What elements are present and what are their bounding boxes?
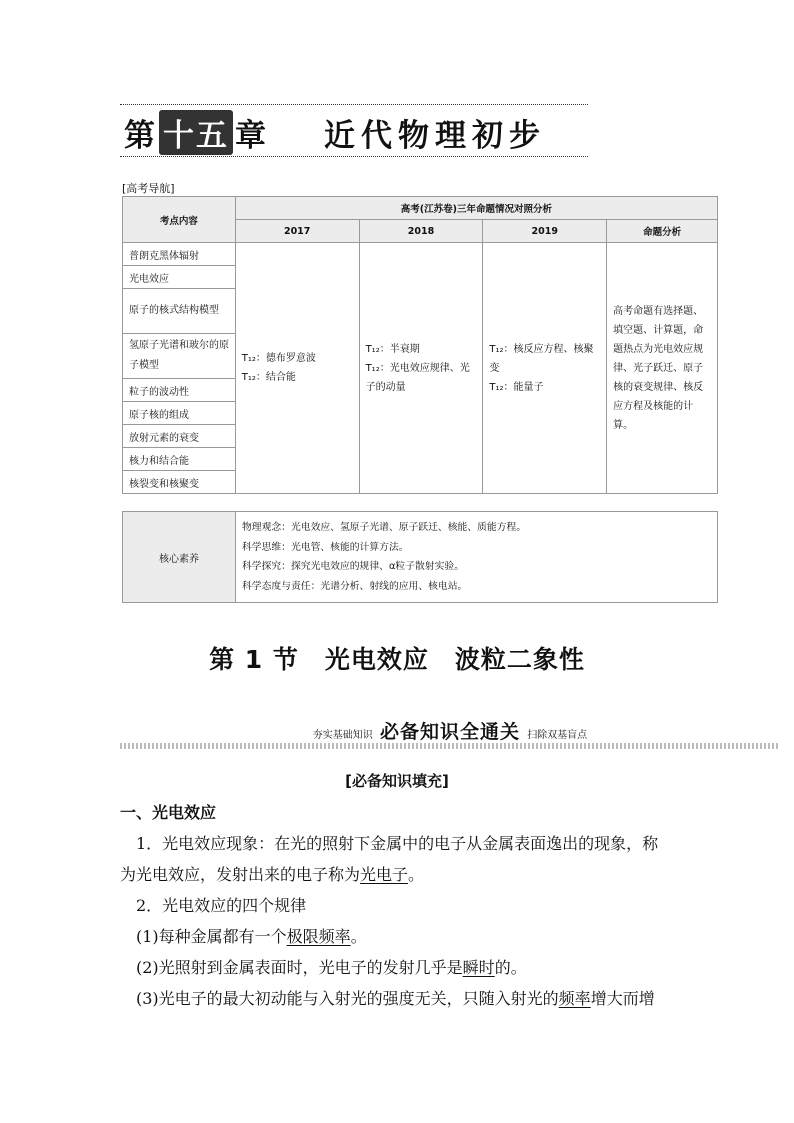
chapter-title <box>124 110 546 154</box>
col-header-2018: 2018 <box>359 220 483 243</box>
nav-tag: [高考导航] <box>122 182 175 195</box>
chapter-bottom-rule <box>120 156 588 157</box>
section-title: 第 1 节 光电效应 波粒二象性 <box>209 645 585 674</box>
chapter-number: 十五 <box>159 110 233 155</box>
cell-2017: T₁₂：德布罗意波 T₁₂：结合能 <box>235 243 359 494</box>
topic-cell: 原子核的组成 <box>123 402 236 425</box>
banner-main: 必备知识全通关 <box>379 721 520 743</box>
topic-cell: 核裂变和核聚变 <box>123 471 236 494</box>
chapter-suffix: 章 <box>235 117 268 154</box>
col-header-analysis: 命题分析 <box>607 220 718 243</box>
cell-2019: T₁₂：核反应方程、核聚变 T₁₂：能量子 <box>483 243 607 494</box>
knowledge-banner <box>120 717 780 749</box>
heading-photoelectric: 一、光电效应 <box>120 803 217 822</box>
col-header-group: 高考(江苏卷)三年命题情况对照分析 <box>235 197 717 220</box>
topic-cell: 原子的核式结构模型 <box>123 289 236 334</box>
para-1b: 为光电效应，发射出来的电子称为光电子。 <box>120 865 425 884</box>
banner-left: 夯实基础知识 <box>312 730 373 741</box>
fill-heading: [必备知识填充] <box>345 772 449 790</box>
para-3: (1)每种金属都有一个极限频率。 <box>136 927 367 946</box>
topic-cell: 核力和结合能 <box>123 448 236 471</box>
chapter-top-rule <box>120 104 588 105</box>
col-header-topic: 考点内容 <box>123 197 236 243</box>
banner-right: 扫除双基盲点 <box>527 730 588 741</box>
exam-analysis-table <box>122 196 718 494</box>
topic-cell: 氢原子光谱和玻尔的原子模型 <box>123 334 236 379</box>
chapter-name: 近代物理初步 <box>324 117 546 154</box>
chapter-prefix: 第 <box>124 117 157 154</box>
col-header-2017: 2017 <box>235 220 359 243</box>
topic-cell: 放射元素的衰变 <box>123 425 236 448</box>
cell-2018: T₁₂：半衰期 T₁₂：光电效应规律、光子的动量 <box>359 243 483 494</box>
core-literacy-label: 核心素养 <box>123 512 236 603</box>
topic-cell: 粒子的波动性 <box>123 379 236 402</box>
para-1a: 1．光电效应现象：在光的照射下金属中的电子从金属表面逸出的现象，称 <box>136 834 659 853</box>
para-5: (3)光电子的最大初动能与入射光的强度无关，只随入射光的频率增大而增 <box>136 989 655 1008</box>
para-2: 2．光电效应的四个规律 <box>136 896 307 915</box>
core-literacy-table <box>122 511 718 603</box>
para-4: (2)光照射到金属表面时，光电子的发射几乎是瞬时的。 <box>136 958 527 977</box>
core-literacy-content: 物理观念：光电效应、氢原子光谱、原子跃迁、核能、质能方程。 科学思维：光电管、核能的计算方法。 科学探究：探究光电效应的规律、α粒子散射实验。 科学态度与责任：光谱分析、射线的应用、核电站。 <box>236 512 718 603</box>
col-header-2019: 2019 <box>483 220 607 243</box>
topic-cell: 光电效应 <box>123 266 236 289</box>
cell-analysis: 高考命题有选择题、填空题、计算题，命题热点为光电效应规律、光子跃迁、原子核的衰变规律、核反应方程及核能的计算。 <box>607 243 718 494</box>
topic-cell: 普朗克黑体辐射 <box>123 243 236 266</box>
